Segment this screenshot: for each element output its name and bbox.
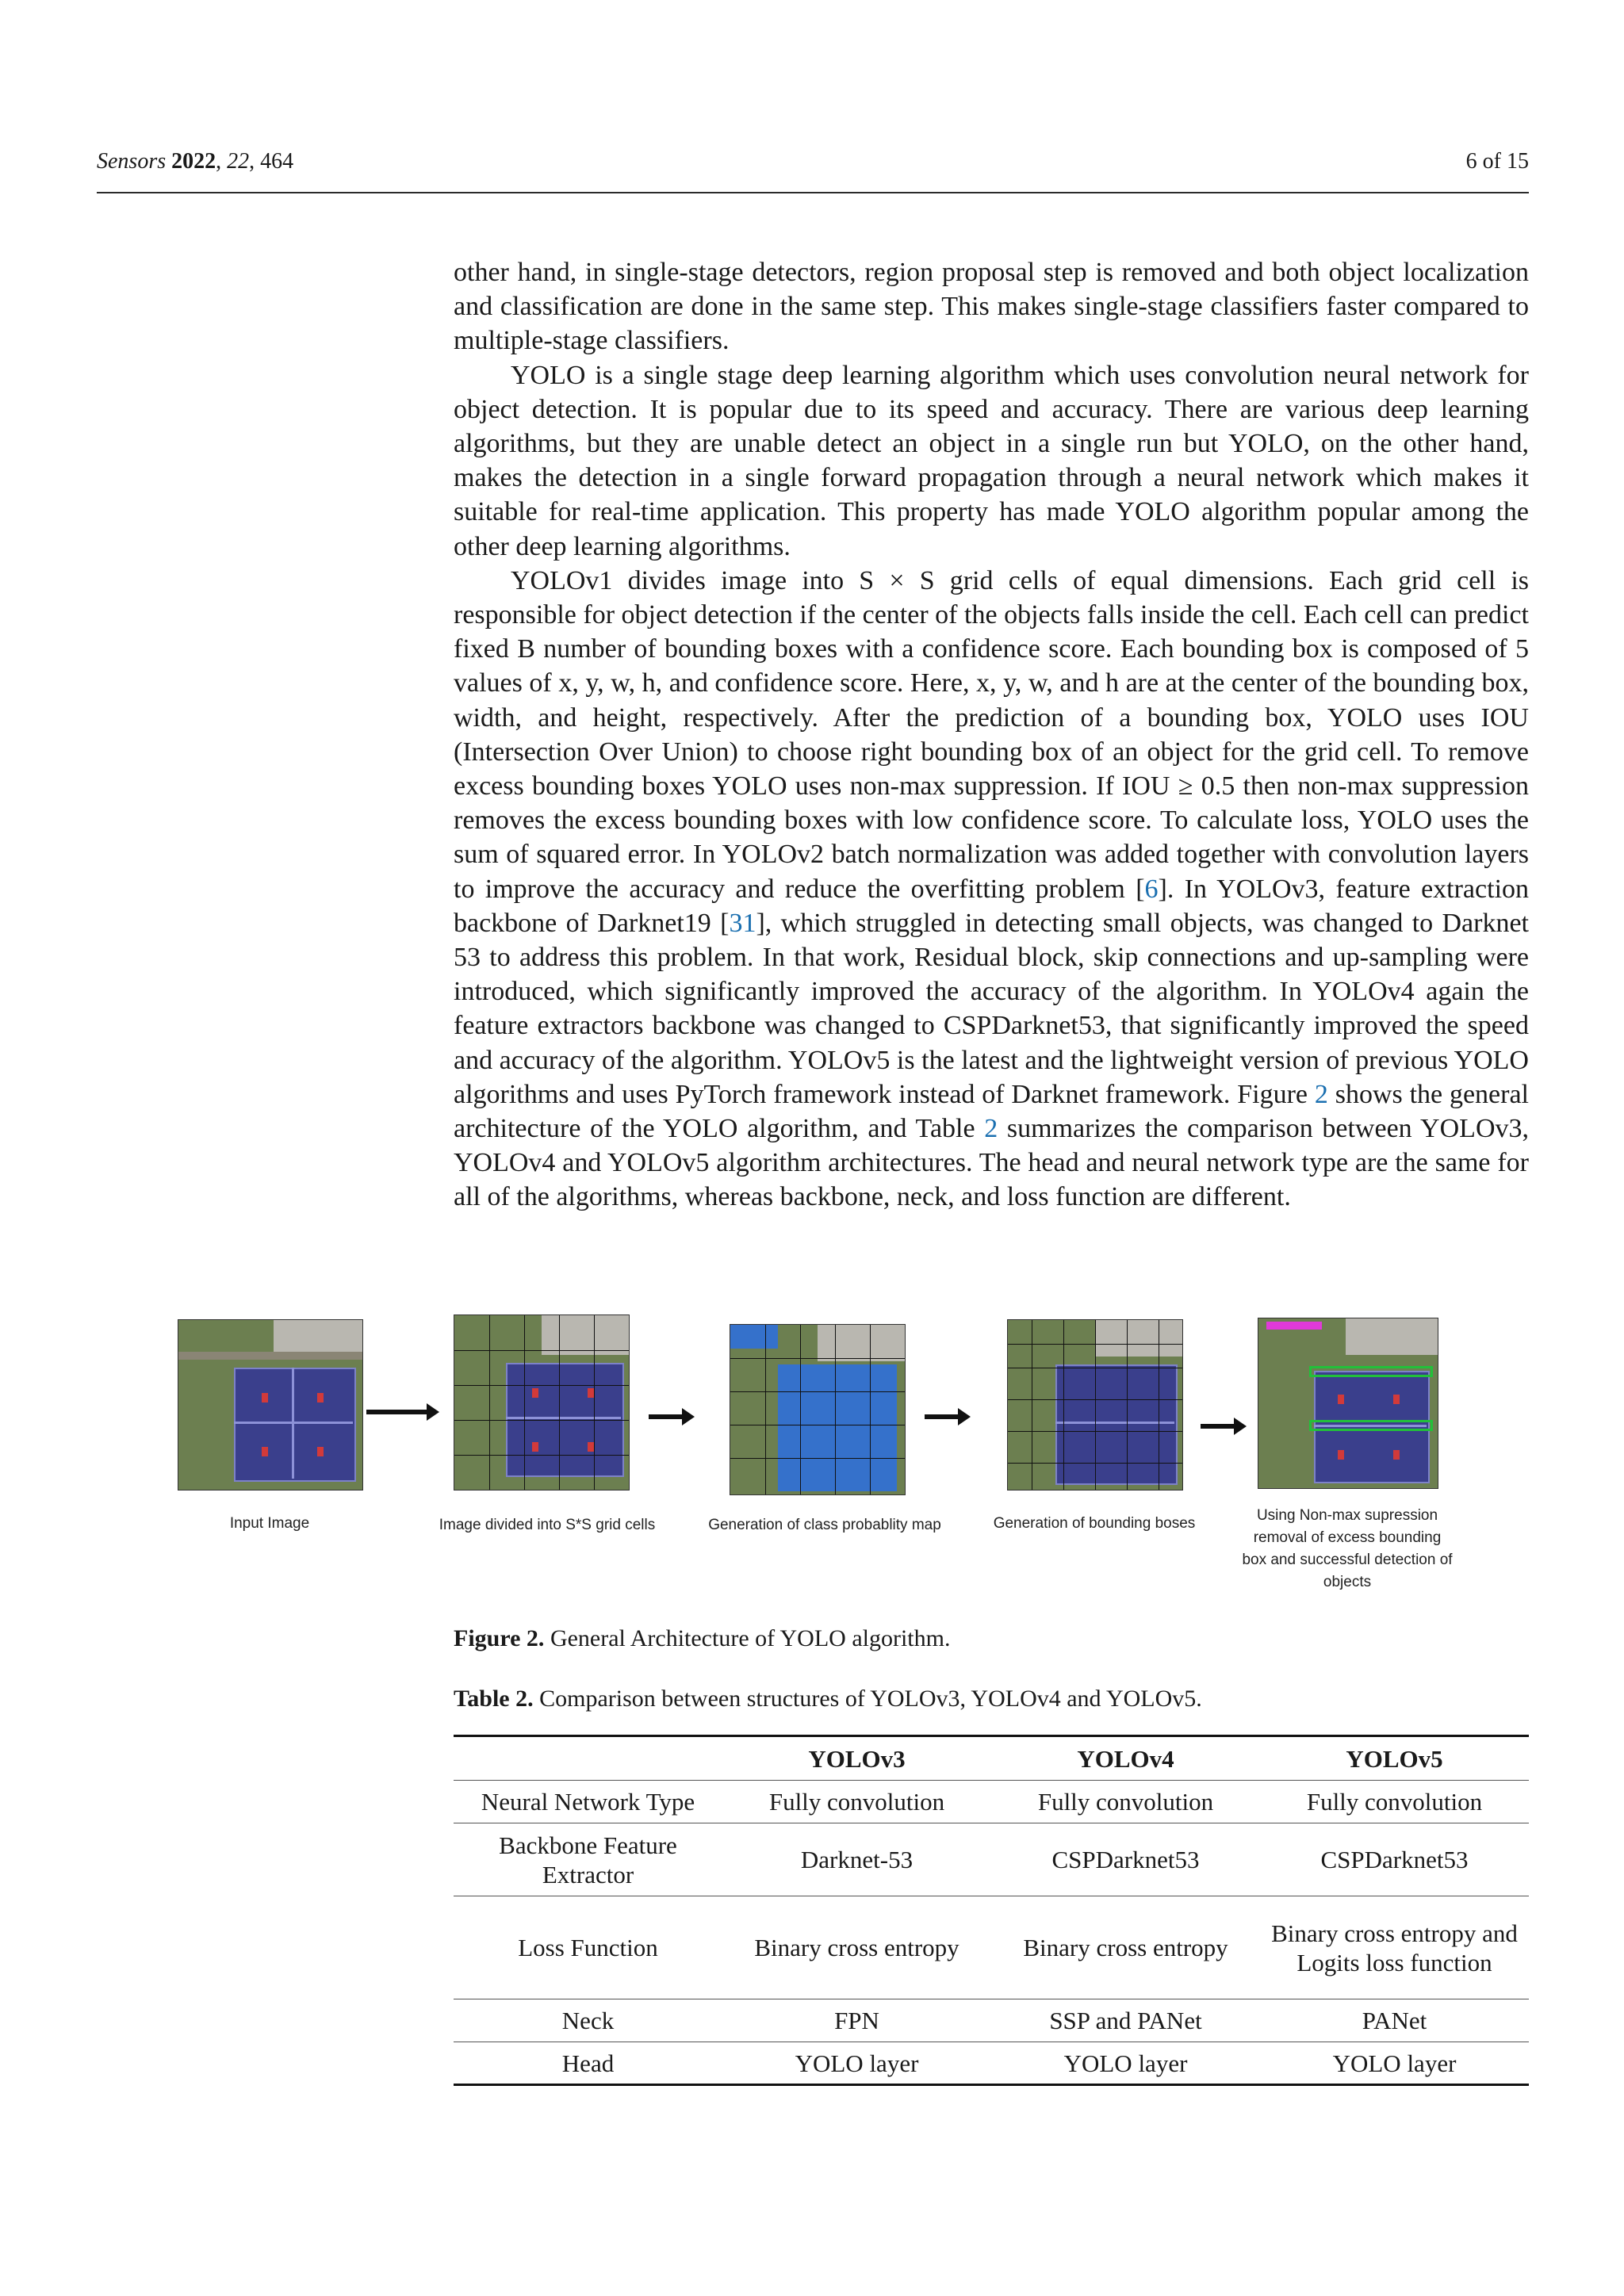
table-cell: Fully convolution [722,1781,991,1823]
table-caption-label: Table 2. [454,1686,534,1712]
figure-label-grid: Image divided into S*S grid cells [439,1517,656,1533]
table-cell: Loss Function [454,1896,722,1999]
figure-label-bounding: Generation of bounding boses [993,1515,1196,1532]
table-cell: Backbone Feature Extractor [454,1823,722,1896]
table-cell: Binary cross entropy [991,1896,1260,1999]
citation-link[interactable]: 6 [1144,874,1159,904]
yolo-architecture-figure [159,1300,1475,1601]
table-cell: Binary cross entropy and Logits loss function [1260,1896,1529,1999]
journal-year: 2022 [171,149,216,174]
arrow-icon [925,1414,959,1419]
table-cell: YOLO layer [722,2042,991,2085]
table-header-cell: YOLOv3 [722,1736,991,1781]
text-segment: ], which struggled in detecting small objects, was changed to Darknet 53 to address this problem. In that work, Residual block, skip connections and up-sampling were introduced, which significantly improved the accuracy of the algorithm. In YOLOv4 again the feature extractors backbone was changed to CSPDarknet53, that significantly improved the speed and accuracy of the algorithm. YOLOv5 is the latest and the lightweight version of previous YOLO algorithms and uses PyTorch framework instead of Darknet framework. Figure [454,908,1530,1109]
figure-caption-label: Figure 2. [454,1625,545,1651]
table-cell: PANet [1260,1999,1529,2042]
text-segment: shows the general architecture of the YOLO algorithm, and Table [454,1079,1529,1144]
input-image [178,1319,363,1490]
journal-volume: 22 [227,149,250,174]
table-caption-text: Comparison between structures of YOLOv3, YOLOv4 and YOLOv5. [533,1686,1202,1712]
text-segment: summarizes the comparison between YOLOv3, YOLOv4 and YOLOv5 algorithm architectures. The head and neural network type are the same for all of the algorithms, whereas backbone, neck, and loss function are different. [454,1114,1529,1212]
table-cell: SSP and PANet [991,1999,1260,2042]
table-header-cell: YOLOv5 [1260,1736,1529,1781]
arrow-icon [649,1414,684,1419]
paragraph-yolo-versions [454,564,1529,1215]
table-cell: Binary cross entropy [722,1896,991,1999]
figure-label-input: Input Image [229,1515,310,1532]
table-cell: YOLO layer [991,2042,1260,2085]
figure-label-class-map: Generation of class probablity map [708,1517,941,1533]
table-cell: Neck [454,1999,722,2042]
table-cell: Head [454,2042,722,2085]
table-row [454,1781,1529,1823]
figure-caption-text: General Architecture of YOLO algorithm. [544,1625,951,1651]
table-link[interactable]: 2 [984,1114,998,1144]
bounding-boxes-image [1007,1319,1183,1490]
table-row [454,1823,1529,1896]
article-number: 464 [260,149,294,174]
table-cell: Darknet-53 [722,1823,991,1896]
running-header [97,149,1529,181]
table-row [454,1896,1529,1999]
table-cell: YOLO layer [1260,2042,1529,2085]
journal-citation: Sensors 2022, 22, 464 [97,149,294,174]
table-cell: Fully convolution [991,1781,1260,1823]
paragraph-yolo-intro: YOLO is a single stage deep learning algorithm which uses convolution neural network for object detection. It is popular due to its speed and accuracy. There are various deep learning algorithms, but they are unable detect an object in a single run but YOLO, on the other hand, makes the detection in a single forward propagation through a neural network which makes it suitable for real-time application. This property has made YOLO algorithm popular among the other deep learning algorithms. [454,360,1529,561]
table-header-cell [454,1736,722,1781]
paragraph-continuation: other hand, in single-stage detectors, region proposal step is removed and both object localization and classification are done in the same step. This makes single-stage classifiers faster compared to multiple-stage classifiers. [454,258,1529,356]
table-row [454,2042,1529,2085]
comparison-table [454,1735,1529,2086]
journal-name: Sensors [97,149,167,174]
table-cell: FPN [722,1999,991,2042]
table-cell: Neural Network Type [454,1781,722,1823]
table-header-row [454,1736,1529,1781]
citation-link[interactable]: 31 [729,908,756,938]
table-caption [454,1686,1202,1712]
text-segment: ]. In YOLOv3, feature extraction backbone of Darknet19 [ [454,874,1530,938]
table-cell: Fully convolution [1260,1781,1529,1823]
figure-label-nms: Using Non-max supression removal of excess bounding box and successful detection of objects [1242,1507,1453,1590]
class-probability-map-image [730,1324,906,1495]
text-segment: YOLOv1 divides image into S × S grid cells of equal dimensions. Each grid cell is responsible for object detection if the center of the objects falls inside the cell. Each cell can predict fixed B number of bounding boxes with a confidence score. Each bounding box is composed of 5 values of x, y, w, h, and confidence score. Here, x, y, w, and h are at the center of the bounding box, width, and height, respectively. After the prediction of a bounding box, YOLO uses IOU (Intersection Over Union) to choose right bounding box of an object for the grid cell. To remove excess bounding boxes YOLO uses non-max suppression. If IOU ≥ 0.5 then non-max suppression removes the excess bounding boxes with low confidence score. To calculate loss, YOLO uses the sum of squared error. In YOLOv2 batch normalization was added together with convolution layers to improve the accuracy and reduce the overfitting problem [ [454,565,1529,904]
table-header-cell: YOLOv4 [991,1736,1260,1781]
header-rule [97,192,1529,193]
table-cell: CSPDarknet53 [991,1823,1260,1896]
arrow-icon [1201,1424,1235,1429]
figure-link[interactable]: 2 [1314,1079,1328,1109]
table-cell: CSPDarknet53 [1260,1823,1529,1896]
table-row [454,1999,1529,2042]
detection-result-image [1258,1318,1438,1489]
page-number: 6 of 15 [1465,149,1529,174]
arrow-icon [366,1410,428,1414]
figure-caption [454,1625,950,1652]
grid-image [454,1314,630,1490]
body-text [454,255,1529,1215]
